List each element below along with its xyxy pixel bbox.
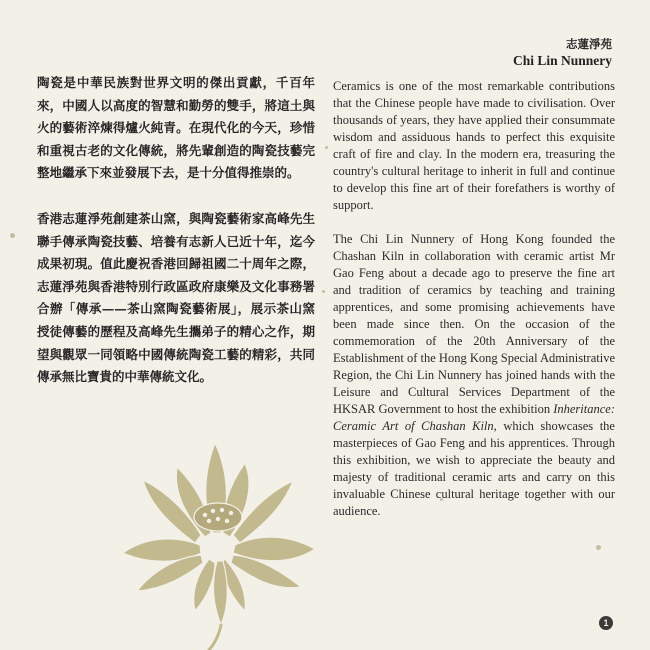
chinese-paragraph-2: 香港志蓮淨苑創建茶山窯，與陶瓷藝術家高峰先生聯手傳承陶瓷技藝、培養有志新人已近十年，迄今成果初現。值此慶祝香港回歸祖國二十周年之際，志蓮淨苑與香港特別行政區政府康樂及文化事務署合辦「傳承——茶山窯陶瓷藝術展」，展示茶山窯授徒傳藝的歷程及高峰先生攜弟子的精心之作，期望與觀眾一同領略中國傳統陶瓷工藝的精彩，共同傳承無比寶貴的中華傳統文化。 (37, 210, 315, 385)
paper-speck (10, 233, 15, 238)
header-title-english: Chi Lin Nunnery (512, 53, 612, 68)
english-paragraph-1: Ceramics is one of the most remarkable contributions that the Chinese people have made to civilisation. Over thousands of years, they have applied their consummate wisdom and assiduous hands to perfect this exquisite craft of fire and clay. In the modern era, treasuring the country's cultural heritage to inherit in full and continue to develop this fine art of their forefathers is worthy of support. (333, 79, 615, 212)
paper-speck (322, 290, 325, 293)
header-title-chinese: 志蓮淨苑 (566, 37, 612, 51)
paper-speck (325, 146, 328, 149)
english-paragraph-2 (333, 231, 615, 520)
exhibition-title: Inheritance: Ceramic Art of Chashan Kiln (333, 402, 615, 433)
english-paragraph-2-part-b: , which showcases the masterpieces of Gao Feng and his apprentices. Through this exhibition, we wish to appreciate the beauty and majesty of traditional ceramic arts and carry on this invaluable Chinese cultural heritage together with our audience. (333, 419, 615, 518)
english-text-column (333, 78, 615, 537)
page-number-badge: 1 (599, 616, 613, 630)
lotus-illustration (105, 425, 330, 650)
chinese-paragraph-1: 陶瓷是中華民族對世界文明的傑出貢獻，千百年來，中國人以高度的智慧和勤勞的雙手，將這土與火的藝術淬煉得爐火純青。在現代化的今天，珍惜和重視古老的文化傳統，將先輩創造的陶瓷技藝完整地繼承下來並發展下去，是十分值得推崇的。 (37, 75, 315, 181)
page-header (513, 36, 612, 69)
english-paragraph-2-part-a: The Chi Lin Nunnery of Hong Kong founded the Chashan Kiln in collaboration with ceramic artist Mr Gao Feng about a decade ago to preserve the fine art and tradition of ceramics by teaching and training apprentices, and some promising achievements have been made since then. On the occasion of the commemoration of the 20th Anniversary of the Establishment of the Hong Kong Special Administrative Region, the Chi Lin Nunnery has joined hands with the Leisure and Cultural Services Department of the HKSAR Government to host the exhibition (333, 232, 615, 416)
paper-speck (596, 545, 601, 550)
chinese-text-column (37, 72, 315, 412)
